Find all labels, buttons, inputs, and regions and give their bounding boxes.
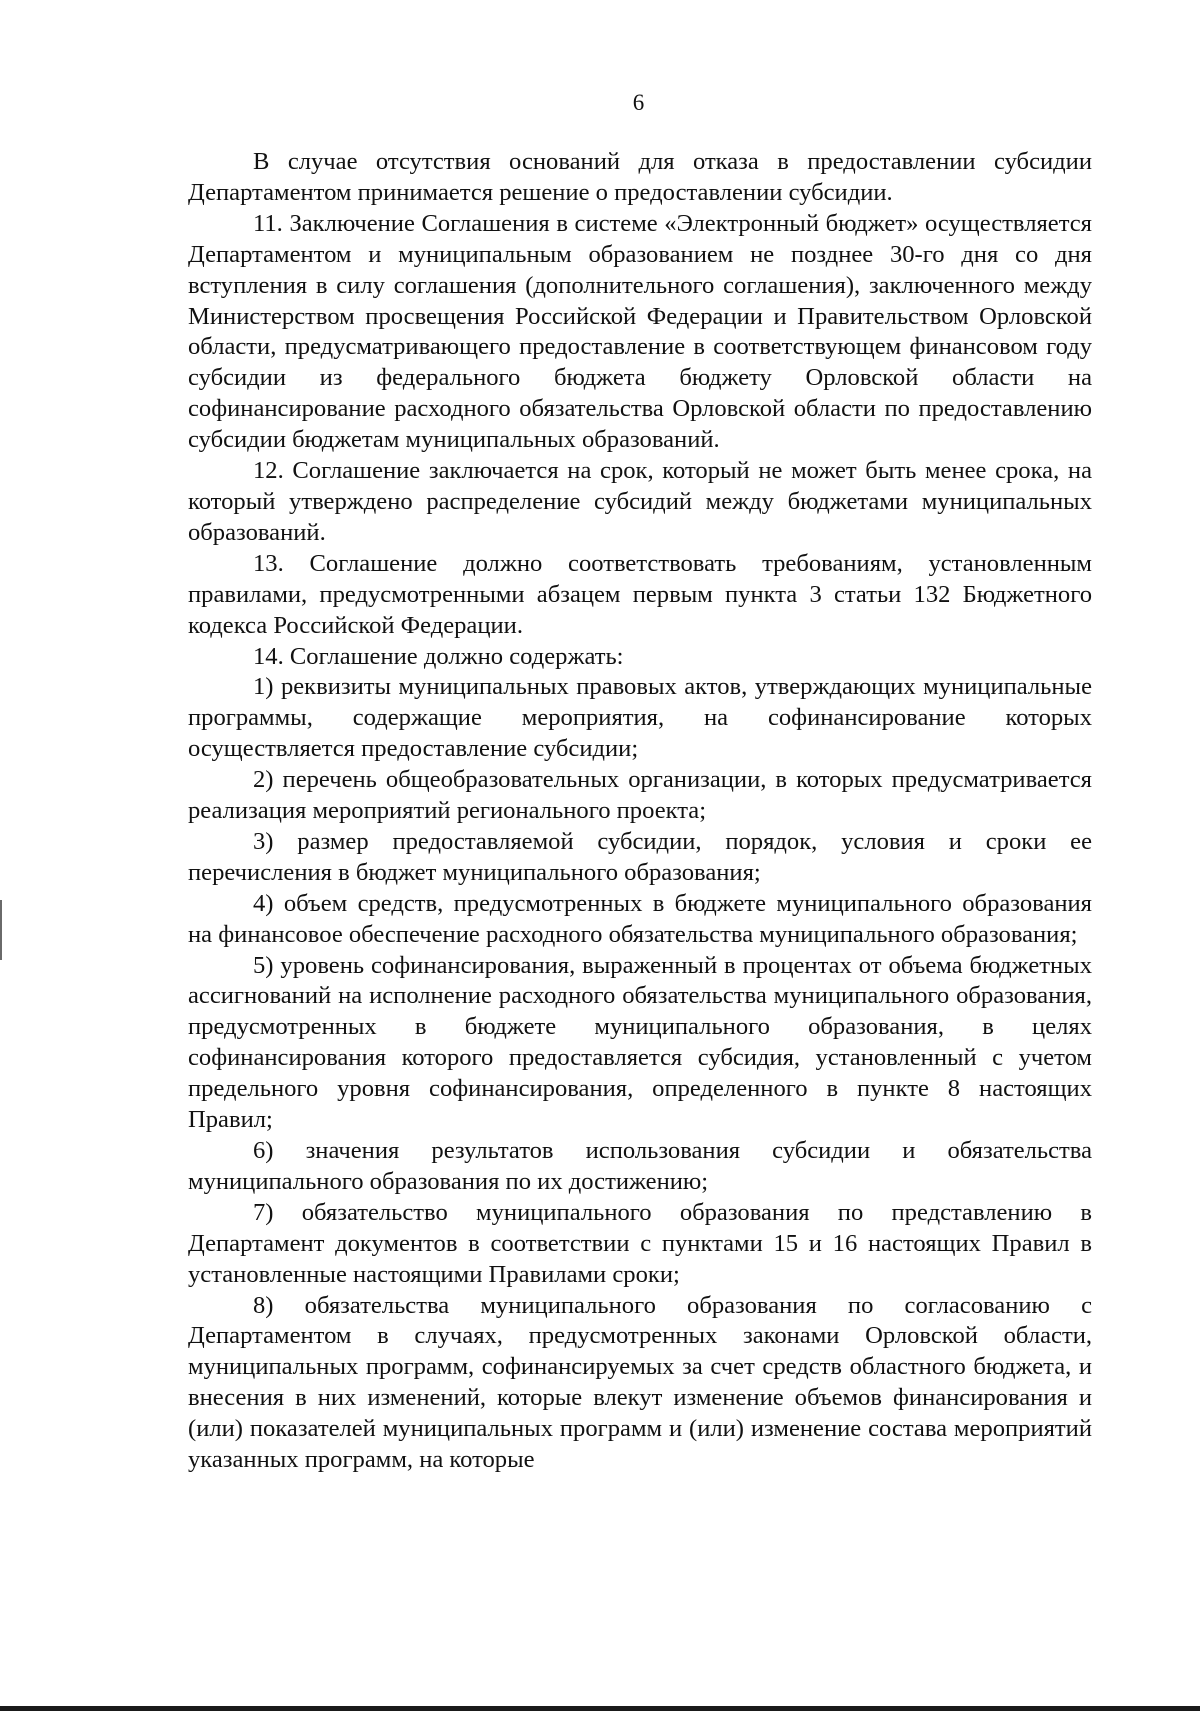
page-number: 6 <box>632 90 645 115</box>
paragraph-item-11: 11. Заключение Соглашения в системе «Электронный бюджет» осуществляется Департаментом и муниципальным образованием не позднее 30-го дня со дня вступления в силу соглашения (дополнительного соглашения), заключенного между Министерством просвещения Российской Федерации и Правительством Орловской области, предусматривающего предоставление в соответствующем финансовом году субсидии из федерального бюджета бюджету Орловской области на софинансирование расходного обязательства Орловской области по предоставлению субсидии бюджетам муниципальных образований. <box>188 209 1092 454</box>
subitem-14-2: 2) перечень общеобразовательных организации, в которых предусматривается реализация мероприятий регионального проекта; <box>188 766 1092 825</box>
subitem-14-3: 3) размер предоставляемой субсидии, порядок, условия и сроки ее перечисления в бюджет муниципального образования; <box>188 827 1092 886</box>
paragraph-item-14: 14. Соглашение должно содержать: <box>253 642 624 670</box>
document-body <box>188 147 1092 1476</box>
subitem-14-1: 1) реквизиты муниципальных правовых актов, утверждающих муниципальные программы, содержащие мероприятия, на софинансирование которых осуществляется предоставление субсидии; <box>188 673 1092 763</box>
scan-bottom-edge <box>0 1706 1200 1711</box>
subitem-14-7: 7) обязательство муниципального образования по представлению в Департамент документов в соответствии с пунктами 15 и 16 настоящих Правил в установленные настоящими Правилами сроки; <box>188 1198 1092 1288</box>
subitem-14-6: 6) значения результатов использования субсидии и обязательства муниципального образования по их достижению; <box>188 1137 1092 1195</box>
subitem-14-4: 4) объем средств, предусмотренных в бюджете муниципального образования на финансовое обеспечение расходного обязательства муниципального образования; <box>188 889 1092 948</box>
paragraph-item-12: 12. Соглашение заключается на срок, который не может быть менее срока, на который утверждено распределение субсидий между бюджетами муниципальных образований. <box>188 457 1092 546</box>
paragraph-no-grounds-decision: В случае отсутствия оснований для отказа в предоставлении субсидии Департаментом принимается решение о предоставлении субсидии. <box>188 148 1092 206</box>
subitem-14-5: 5) уровень софинансирования, выраженный в процентах от объема бюджетных ассигнований на исполнение расходного обязательства муниципального образования, предусмотренных в бюджете муниципального образования, в целях софинансирования которого предоставляется субсидия, установленный с учетом предельного уровня софинансирования, определенного в пункте 8 настоящих Правил; <box>188 951 1092 1134</box>
paragraph-item-13: 13. Соглашение должно соответствовать требованиям, установленным правилами, предусмотренными абзацем первым пункта 3 статьи 132 Бюджетного кодекса Российской Федерации. <box>188 549 1092 639</box>
scan-edge-mark <box>0 900 2 960</box>
subitem-14-8: 8) обязательства муниципального образования по согласованию с Департаментом в случаях, предусмотренных законами Орловской области, муниципальных программ, софинансируемых за счет средств областного бюджета, и внесения в них изменений, которые влекут изменение объемов финансирования и (или) показателей муниципальных программ и (или) изменение состава мероприятий указанных программ, на которые <box>188 1291 1092 1474</box>
